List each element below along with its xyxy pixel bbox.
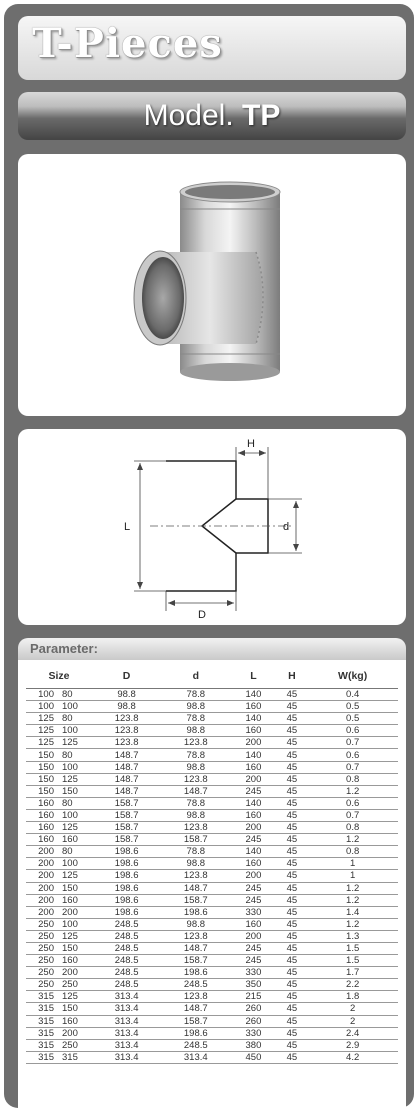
cell-l: 450 [230,1051,276,1063]
cell-d-large: 313.4 [92,1039,161,1051]
dim-label-h: H [247,438,255,450]
cell-l: 200 [230,870,276,882]
cell-l: 140 [230,846,276,858]
cell-size-main: 250 [26,930,58,942]
cell-weight: 4.2 [307,1051,398,1063]
cell-h: 45 [277,809,308,821]
cell-size-main: 200 [26,858,58,870]
parameter-table-panel [18,660,406,1108]
table-row [26,773,398,785]
cell-size-main: 250 [26,942,58,954]
table-row [26,834,398,846]
cell-d-small: 198.6 [161,906,230,918]
cell-l: 245 [230,942,276,954]
cell-size-branch: 160 [58,955,92,967]
cell-weight: 0.8 [307,846,398,858]
table-row [26,870,398,882]
cell-size-branch: 160 [58,894,92,906]
table-row [26,955,398,967]
parameter-header [18,638,406,660]
cell-size-branch: 200 [58,906,92,918]
cell-d-small: 313.4 [161,1051,230,1063]
cell-weight: 0.5 [307,701,398,713]
cell-l: 245 [230,955,276,967]
table-row [26,846,398,858]
cell-l: 160 [230,918,276,930]
cell-d-small: 78.8 [161,749,230,761]
cell-d-small: 158.7 [161,834,230,846]
t-piece-drawing [18,429,406,625]
cell-h: 45 [277,918,308,930]
cell-weight: 0.7 [307,737,398,749]
cell-weight: 1 [307,870,398,882]
cell-size-main: 150 [26,749,58,761]
cell-h: 45 [277,942,308,954]
cell-size-branch: 80 [58,846,92,858]
cell-size-branch: 100 [58,858,92,870]
col-header-d-small: d [161,664,230,689]
cell-weight: 2 [307,1015,398,1027]
cell-size-main: 125 [26,737,58,749]
cell-size-branch: 125 [58,991,92,1003]
table-row [26,991,398,1003]
cell-size-main: 160 [26,797,58,809]
cell-h: 45 [277,1027,308,1039]
cell-d-small: 148.7 [161,882,230,894]
cell-h: 45 [277,701,308,713]
cell-size-main: 315 [26,1039,58,1051]
cell-l: 140 [230,749,276,761]
table-row [26,942,398,954]
cell-weight: 2.9 [307,1039,398,1051]
cell-d-small: 158.7 [161,1015,230,1027]
cell-d-large: 313.4 [92,991,161,1003]
cell-d-small: 78.8 [161,797,230,809]
cell-h: 45 [277,870,308,882]
cell-l: 200 [230,930,276,942]
cell-d-large: 248.5 [92,967,161,979]
cell-weight: 2 [307,1003,398,1015]
col-header-d-large: D [92,664,161,689]
cell-size-branch: 125 [58,930,92,942]
cell-weight: 1 [307,858,398,870]
cell-h: 45 [277,1051,308,1063]
cell-weight: 2.2 [307,979,398,991]
cell-l: 160 [230,701,276,713]
cell-d-small: 98.8 [161,809,230,821]
cell-d-large: 248.5 [92,955,161,967]
cell-d-large: 98.8 [92,701,161,713]
table-row [26,1003,398,1015]
cell-weight: 1.5 [307,955,398,967]
cell-size-main: 200 [26,906,58,918]
cell-size-branch: 125 [58,737,92,749]
col-header-h: H [277,664,308,689]
cell-h: 45 [277,1039,308,1051]
cell-h: 45 [277,979,308,991]
cell-weight: 1.2 [307,894,398,906]
cell-l: 215 [230,991,276,1003]
cell-d-small: 198.6 [161,1027,230,1039]
cell-weight: 0.4 [307,689,398,701]
cell-size-branch: 250 [58,979,92,991]
page-title: T-Pieces [32,20,223,67]
cell-weight: 1.5 [307,942,398,954]
cell-d-small: 148.7 [161,1003,230,1015]
cell-d-small: 78.8 [161,713,230,725]
cell-size-main: 160 [26,822,58,834]
cell-weight: 1.2 [307,882,398,894]
cell-size-main: 250 [26,955,58,967]
cell-h: 45 [277,1003,308,1015]
cell-size-branch: 100 [58,701,92,713]
cell-size-main: 200 [26,894,58,906]
cell-size-branch: 80 [58,713,92,725]
cell-l: 160 [230,809,276,821]
cell-h: 45 [277,713,308,725]
cell-h: 45 [277,725,308,737]
cell-d-large: 198.6 [92,906,161,918]
cell-d-large: 123.8 [92,725,161,737]
cell-h: 45 [277,773,308,785]
cell-size-main: 150 [26,773,58,785]
cell-size-branch: 160 [58,834,92,846]
cell-h: 45 [277,955,308,967]
cell-d-large: 313.4 [92,1027,161,1039]
cell-d-small: 148.7 [161,942,230,954]
cell-l: 245 [230,834,276,846]
cell-l: 330 [230,906,276,918]
cell-l: 200 [230,773,276,785]
cell-d-small: 123.8 [161,773,230,785]
cell-size-branch: 150 [58,785,92,797]
cell-l: 140 [230,713,276,725]
col-header-l: L [230,664,276,689]
dim-label-l: L [124,521,131,533]
cell-h: 45 [277,894,308,906]
t-piece-photo [18,154,406,416]
cell-size-main: 150 [26,785,58,797]
cell-d-small: 123.8 [161,930,230,942]
cell-l: 160 [230,761,276,773]
cell-d-large: 313.4 [92,1051,161,1063]
cell-size-main: 250 [26,918,58,930]
cell-h: 45 [277,689,308,701]
cell-d-large: 248.5 [92,979,161,991]
cell-d-large: 123.8 [92,737,161,749]
table-row [26,809,398,821]
table-row [26,967,398,979]
cell-d-small: 78.8 [161,689,230,701]
cell-d-small: 148.7 [161,785,230,797]
table-row [26,858,398,870]
cell-d-small: 98.8 [161,918,230,930]
cell-d-small: 98.8 [161,858,230,870]
cell-l: 200 [230,822,276,834]
cell-size-main: 160 [26,834,58,846]
cell-h: 45 [277,834,308,846]
cell-h: 45 [277,785,308,797]
cell-h: 45 [277,967,308,979]
table-row [26,749,398,761]
cell-d-large: 198.6 [92,894,161,906]
cell-h: 45 [277,882,308,894]
cell-weight: 1.2 [307,918,398,930]
cell-size-main: 250 [26,979,58,991]
cell-l: 260 [230,1003,276,1015]
cell-d-large: 123.8 [92,713,161,725]
cell-weight: 0.7 [307,761,398,773]
cell-size-branch: 150 [58,882,92,894]
cell-size-branch: 80 [58,749,92,761]
cell-h: 45 [277,822,308,834]
cell-weight: 1.2 [307,785,398,797]
cell-weight: 1.7 [307,967,398,979]
cell-d-large: 148.7 [92,773,161,785]
cell-weight: 0.6 [307,797,398,809]
table-row [26,1027,398,1039]
cell-size-branch: 200 [58,967,92,979]
cell-size-main: 315 [26,1015,58,1027]
col-header-size: Size [26,664,92,689]
cell-d-small: 158.7 [161,955,230,967]
cell-size-branch: 100 [58,809,92,821]
cell-d-small: 123.8 [161,737,230,749]
cell-size-branch: 315 [58,1051,92,1063]
cell-d-large: 158.7 [92,834,161,846]
table-row [26,713,398,725]
parameter-table [26,664,398,1064]
cell-d-small: 98.8 [161,761,230,773]
cell-d-small: 158.7 [161,894,230,906]
cell-size-branch: 125 [58,870,92,882]
cell-l: 160 [230,725,276,737]
table-row [26,822,398,834]
table-row [26,979,398,991]
cell-d-large: 148.7 [92,785,161,797]
cell-weight: 1.8 [307,991,398,1003]
model-heading [18,99,406,133]
cell-d-large: 198.6 [92,858,161,870]
cell-d-large: 313.4 [92,1015,161,1027]
table-header-row [26,664,398,689]
cell-d-large: 148.7 [92,761,161,773]
catalog-frame [4,4,414,1108]
cell-size-main: 200 [26,882,58,894]
cell-weight: 1.4 [307,906,398,918]
table-row [26,1039,398,1051]
cell-h: 45 [277,858,308,870]
table-row [26,1051,398,1063]
product-photo-panel [18,154,406,416]
dim-label-d-small: d [283,521,290,533]
cell-l: 245 [230,882,276,894]
cell-weight: 0.8 [307,773,398,785]
cell-d-large: 198.6 [92,870,161,882]
cell-h: 45 [277,749,308,761]
cell-size-branch: 150 [58,942,92,954]
cell-weight: 0.8 [307,822,398,834]
table-row [26,737,398,749]
cell-l: 245 [230,894,276,906]
cell-weight: 2.4 [307,1027,398,1039]
cell-size-branch: 80 [58,797,92,809]
cell-size-branch: 250 [58,1039,92,1051]
cell-size-branch: 125 [58,773,92,785]
cell-size-main: 315 [26,1003,58,1015]
cell-l: 350 [230,979,276,991]
cell-h: 45 [277,761,308,773]
cell-d-small: 123.8 [161,870,230,882]
cell-l: 245 [230,785,276,797]
cell-h: 45 [277,991,308,1003]
cell-d-small: 98.8 [161,701,230,713]
cell-d-large: 198.6 [92,846,161,858]
cell-l: 260 [230,1015,276,1027]
cell-d-large: 148.7 [92,749,161,761]
dim-label-d-large: D [198,609,206,621]
cell-size-main: 315 [26,991,58,1003]
cell-l: 140 [230,797,276,809]
cell-d-large: 158.7 [92,797,161,809]
cell-d-large: 248.5 [92,918,161,930]
cell-h: 45 [277,930,308,942]
cell-weight: 1.2 [307,834,398,846]
col-header-weight: W(kg) [307,664,398,689]
technical-drawing-panel [18,429,406,625]
cell-size-main: 160 [26,809,58,821]
cell-d-large: 158.7 [92,809,161,821]
cell-size-branch: 125 [58,822,92,834]
cell-size-branch: 100 [58,725,92,737]
cell-d-large: 98.8 [92,689,161,701]
cell-l: 330 [230,1027,276,1039]
table-row [26,930,398,942]
cell-h: 45 [277,846,308,858]
cell-h: 45 [277,797,308,809]
cell-l: 160 [230,858,276,870]
table-row [26,689,398,701]
cell-weight: 0.6 [307,749,398,761]
cell-d-small: 123.8 [161,991,230,1003]
cell-d-large: 313.4 [92,1003,161,1015]
cell-weight: 0.7 [307,809,398,821]
model-code: TP [242,99,281,132]
parameter-table-body [26,689,398,1064]
cell-d-small: 248.5 [161,979,230,991]
model-bar [18,92,406,140]
cell-size-main: 200 [26,870,58,882]
cell-size-main: 100 [26,689,58,701]
cell-weight: 0.6 [307,725,398,737]
cell-size-main: 150 [26,761,58,773]
cell-size-branch: 150 [58,1003,92,1015]
cell-d-small: 78.8 [161,846,230,858]
cell-l: 140 [230,689,276,701]
title-panel [18,16,406,80]
table-row [26,761,398,773]
cell-size-branch: 80 [58,689,92,701]
cell-d-large: 158.7 [92,822,161,834]
cell-h: 45 [277,1015,308,1027]
cell-size-branch: 100 [58,761,92,773]
cell-size-main: 200 [26,846,58,858]
cell-d-small: 123.8 [161,822,230,834]
cell-size-main: 315 [26,1051,58,1063]
cell-size-main: 100 [26,701,58,713]
table-row [26,906,398,918]
cell-h: 45 [277,906,308,918]
table-row [26,1015,398,1027]
table-row [26,725,398,737]
model-prefix: Model. [143,99,234,132]
cell-d-large: 198.6 [92,882,161,894]
cell-size-main: 250 [26,967,58,979]
cell-l: 330 [230,967,276,979]
cell-size-main: 125 [26,713,58,725]
cell-d-small: 198.6 [161,967,230,979]
table-row [26,894,398,906]
cell-size-branch: 160 [58,1015,92,1027]
cell-d-large: 248.5 [92,942,161,954]
cell-h: 45 [277,737,308,749]
table-row [26,701,398,713]
cell-l: 200 [230,737,276,749]
cell-d-large: 248.5 [92,930,161,942]
table-row [26,918,398,930]
cell-d-small: 98.8 [161,725,230,737]
cell-size-main: 125 [26,725,58,737]
table-row [26,785,398,797]
table-row [26,882,398,894]
parameter-label: Parameter: [30,641,98,656]
cell-size-branch: 200 [58,1027,92,1039]
cell-weight: 1.3 [307,930,398,942]
cell-d-small: 248.5 [161,1039,230,1051]
table-row [26,797,398,809]
cell-size-branch: 100 [58,918,92,930]
cell-l: 380 [230,1039,276,1051]
cell-weight: 0.5 [307,713,398,725]
cell-size-main: 315 [26,1027,58,1039]
